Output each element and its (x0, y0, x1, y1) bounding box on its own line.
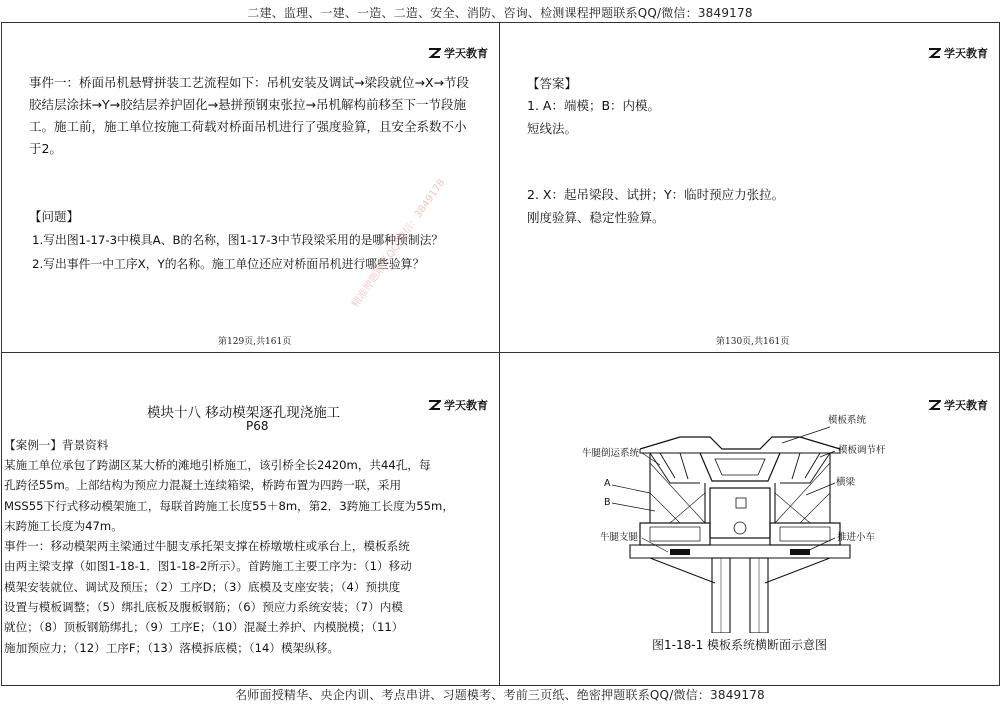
module-title: 模块十八 移动模架逐孔现浇施工 (147, 405, 341, 421)
logo (928, 45, 988, 61)
text-line: 末跨施工长度为47m。 (4, 518, 123, 533)
text-line: 由两主梁支撑（如图1-18-1．图1-18-2所示）。首跨施工主要工序为：（1）移动 (4, 559, 412, 574)
page-number: 第129页,共161页 (218, 337, 292, 347)
page-reference: P68 (246, 419, 269, 433)
text-line: 设置与模板调整；（5）绑扎底板及腹板钢筋；（6）预应力系统安装；（7）内模 (4, 600, 403, 615)
banner-bottom: 名师面授精华、央企内训、考点串讲、习题模考、考前三页纸、绝密押题联系QQ/微信：3849178 (235, 688, 765, 702)
page-131 (2, 353, 498, 684)
case-text (4, 455, 496, 658)
logo-icon (428, 48, 441, 58)
page-129 (2, 23, 498, 351)
text-line: 事件一：移动模架两主梁通过牛腿支承托架支撑在桥墩墩柱或承台上，模板系统 (4, 539, 410, 554)
formwork-cross-section-diagram (500, 353, 998, 633)
page-number: 第130页,共161页 (716, 337, 790, 347)
text-line: MSS55下行式移动模架施工，每联首跨施工长度55＋8m，第2．3跨施工长度为55m， (4, 498, 454, 513)
logo-text: 学天教育 (944, 47, 988, 60)
label-b: B (604, 497, 611, 508)
page-130 (500, 23, 998, 351)
text-line: 工。施工前，施工单位按施工荷载对桥面吊机进行了强度验算，且安全系数不小 (29, 119, 467, 134)
text-line: 某施工单位承包了跨湖区某大桥的滩地引桥施工，该引桥全长2420m，共44孔，每 (4, 458, 431, 472)
text-line: 孔跨径55m。上部结构为预应力混凝土连续箱梁，桥跨布置为四跨一联，采用 (4, 478, 402, 493)
logo-text: 学天教育 (444, 399, 488, 412)
text-line: 模架安装就位、调试及预压；（2）工序D；（3）底模及支座安装；（4）预拱度 (4, 579, 401, 594)
text-line: 胶结层涂抹→Y→胶结层养护固化→悬拼预钢束张拉→吊机解构前移至下一节段施 (29, 97, 467, 112)
logo-icon (428, 400, 441, 410)
watermark: 精准押题联系QQ/微信：3849178 (350, 177, 448, 310)
answer-2b: 刚度验算、稳定性验算。 (527, 210, 665, 225)
logo-text: 学天教育 (944, 399, 988, 412)
question-heading: 【问题】 (29, 209, 80, 224)
label-cross-beam: 横梁 (836, 477, 856, 488)
question-item: 1.写出图1-17-3中模具A、B的名称，图1-17-3中节段梁采用的是哪种预制法？ (32, 233, 444, 247)
label-bracket-support: 牛腿支腿 (600, 532, 639, 543)
label-formwork-system: 模板系统 (828, 415, 867, 426)
banner-top: 二建、监理、一建、一造、二造、安全、消防、咨询、检测课程押题联系QQ/微信：3849178 (247, 6, 753, 20)
answer-heading: 【答案】 (527, 76, 578, 91)
text-line: 事件一：桥面吊机悬臂拼装工艺流程如下：吊机安装及调试→梁段就位→X→节段 (29, 75, 469, 90)
text-line: 施加预应力；（12）工序F；（13）落模拆底模；（14）模架纵移。 (4, 640, 339, 655)
question-list (32, 228, 492, 276)
figure-caption: 图1-18-1 模板系统横断面示意图 (652, 638, 828, 652)
label-adjust-rod: 模板调节杆 (838, 445, 886, 456)
question-item: 2.写出事件一中工序X，Y的名称。施工单位还应对桥面吊机进行哪些验算？ (32, 257, 425, 271)
case-heading: 【案例一】背景资料 (4, 438, 109, 452)
logo-icon (928, 48, 941, 58)
label-push-car: 推进小车 (837, 532, 876, 543)
event-text (29, 72, 489, 160)
logo-text: 学天教育 (444, 47, 488, 60)
answer-1b: 短线法。 (527, 121, 578, 136)
answer-2: 2. X：起吊梁段、试拼；Y：临时预应力张拉。 (527, 187, 785, 202)
text-line: 于2。 (29, 141, 62, 156)
page-132 (500, 353, 998, 684)
label-bracket-transport: 牛腿倒运系统 (582, 448, 640, 459)
text-line: 就位；（8）顶板钢筋绑扎；（9）工序E；（10）混凝土养护、内模脱模；（11） (4, 620, 404, 635)
logo (428, 45, 488, 61)
logo (428, 397, 488, 413)
label-a: A (604, 478, 611, 489)
answer-1: 1. A：端模；B：内模。 (527, 98, 661, 113)
